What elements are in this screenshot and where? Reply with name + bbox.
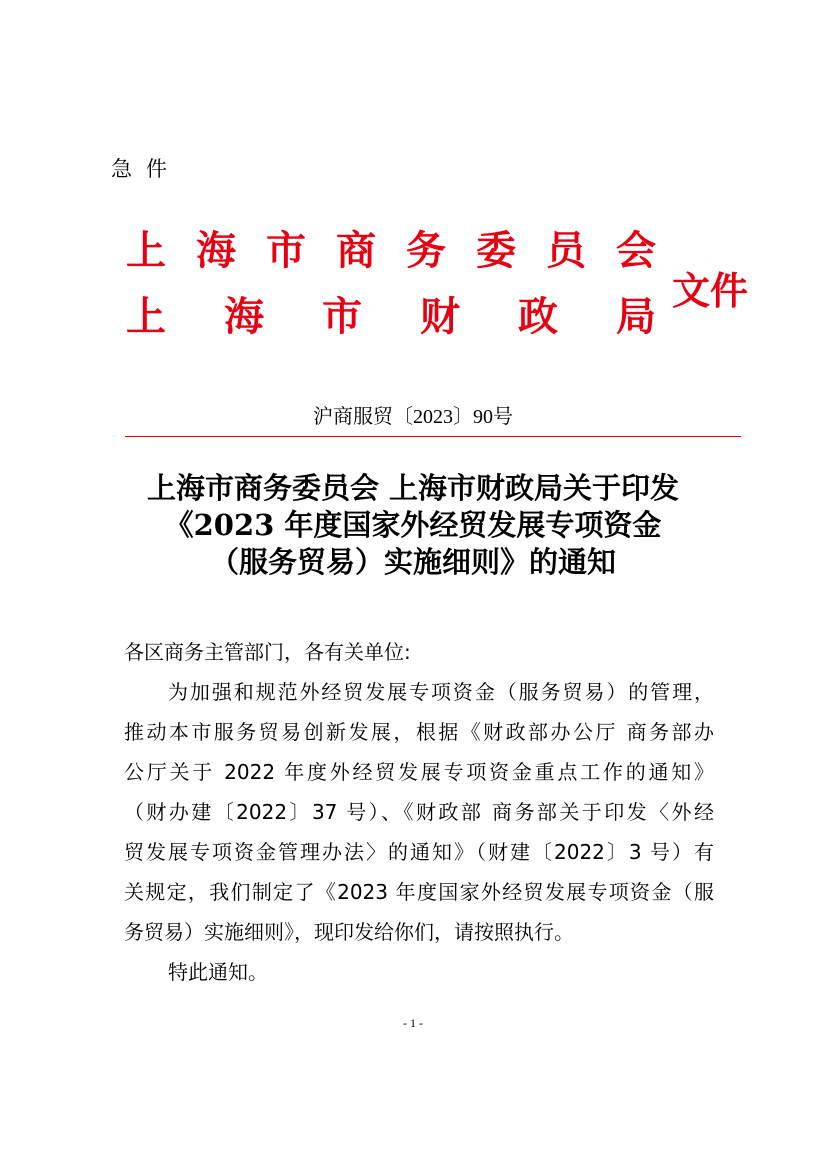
document-suffix: 文件 [672, 268, 749, 313]
issuer-char: 委 [476, 227, 516, 274]
document-number: 沪商服贸〔2023〕90号 [313, 406, 513, 428]
issuer-char: 上 [126, 293, 166, 340]
issuer-char: 市 [266, 227, 306, 274]
page-number: - 1 - [403, 1016, 423, 1030]
document-title-line: 上海市商务委员会 上海市财政局关于印发 [146, 471, 680, 505]
issuer-char: 政 [518, 293, 558, 340]
body-text-line: 关规定，我们制定了《2023 年度国家外经贸发展专项资金（服 [124, 880, 714, 904]
issuer-char: 上 [126, 227, 166, 274]
issuer-char: 市 [322, 293, 362, 340]
body-text-line: （财办建〔2022〕37 号）、《财政部 商务部关于印发〈外经 [124, 800, 714, 824]
issuer-char: 会 [616, 227, 656, 274]
issuer-char: 员 [546, 227, 586, 274]
issuer-commerce-commission [126, 227, 656, 274]
body-text-line: 公厅关于 2022 年度外经贸发展专项资金重点工作的通知》 [124, 760, 714, 784]
urgency-label: 急件 [111, 157, 181, 181]
issuer-char: 局 [616, 293, 656, 340]
body-text-line: 务贸易）实施细则》，现印发给你们，请按照执行。 [124, 920, 574, 944]
issuer-char: 务 [406, 227, 446, 274]
body-text-line: 推动本市服务贸易创新发展，根据《财政部办公厅 商务部办 [124, 720, 714, 744]
issuer-char: 海 [224, 293, 264, 340]
issuer-char: 商 [336, 227, 376, 274]
body-text-line: 为加强和规范外经贸发展专项资金（服务贸易）的管理， [168, 680, 714, 704]
closing-remark: 特此通知。 [168, 960, 268, 984]
red-divider [125, 436, 741, 437]
document-title-line: （服务贸易）实施细则》的通知 [209, 545, 616, 579]
issuer-char: 财 [420, 293, 460, 340]
document-title-line: 《2023 年度国家外经贸发展专项资金 [164, 508, 662, 542]
issuer-finance-bureau [126, 293, 656, 340]
body-text-line: 贸发展专项资金管理办法〉的通知》（财建〔2022〕3 号）有 [124, 840, 714, 864]
issuer-char: 海 [196, 227, 236, 274]
salutation: 各区商务主管部门，各有关单位: [124, 640, 411, 664]
